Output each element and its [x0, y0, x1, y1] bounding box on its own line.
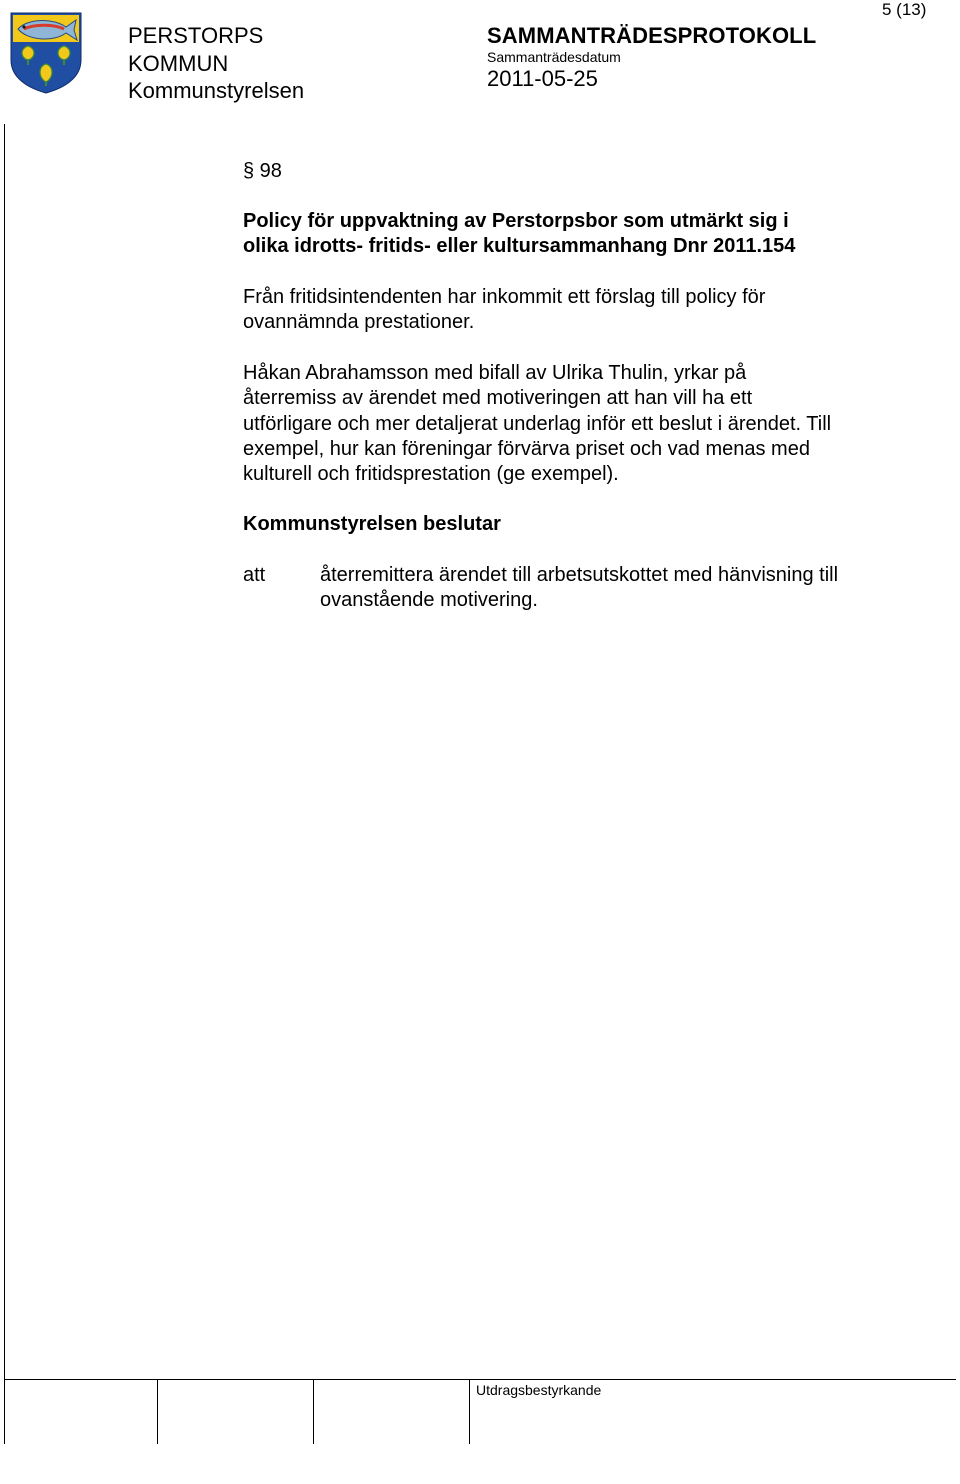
- signature-box-divider: [313, 1379, 314, 1444]
- paragraph-line: utförligare och mer detaljerat underlag inför ett beslut i ärendet. Till: [243, 412, 832, 435]
- decision-text: [320, 563, 940, 614]
- meeting-date-value: 2011-05-25: [487, 66, 598, 91]
- paragraph-line: återremiss av ärendet med motiveringen att han vill ha ett: [243, 387, 753, 410]
- footer-rule: [4, 1379, 956, 1380]
- paragraph-line: kulturell och fritidsprestation (ge exempel).: [243, 463, 619, 486]
- decision-heading: Kommunstyrelsen beslutar: [243, 513, 501, 535]
- organization-name-line-1: PERSTORPS: [128, 23, 264, 48]
- coat-of-arms-icon: [10, 12, 82, 94]
- decision-prefix: att: [243, 564, 266, 586]
- paragraph-line: Håkan Abrahamsson med bifall av Ulrika Thulin, yrkar på: [243, 362, 747, 384]
- organization-name-line-2: KOMMUN: [128, 51, 229, 76]
- paragraph-line: ovannämnda prestationer.: [243, 311, 475, 334]
- page-number: 5 (13): [882, 0, 927, 19]
- signature-box-divider: [469, 1379, 470, 1444]
- agenda-item-title: [243, 209, 943, 260]
- paragraph-line: exempel, hur kan föreningar förvärva priset och vad menas med: [243, 437, 810, 460]
- paragraph-line: Från fritidsintendenten har inkommit ett förslag till policy för: [243, 286, 766, 308]
- title-line: Policy för uppvaktning av Perstorpsbor som utmärkt sig i: [243, 210, 789, 232]
- section-number: § 98: [243, 160, 282, 182]
- decision-line: ovanstående motivering.: [320, 589, 538, 612]
- title-line: olika idrotts- fritids- eller kultursammanhang Dnr 2011.154: [243, 235, 796, 258]
- document-type-title: SAMMANTRÄDESPROTOKOLL: [487, 23, 817, 48]
- signature-box-divider: [157, 1379, 158, 1444]
- organization-body: Kommunstyrelsen: [128, 78, 305, 103]
- motion-paragraph: [243, 361, 943, 487]
- meeting-date-label: Sammanträdesdatum: [487, 49, 621, 65]
- certification-label: Utdragsbestyrkande: [476, 1382, 602, 1398]
- background-paragraph: [243, 285, 943, 336]
- decision-line: återremittera ärendet till arbetsutskottet med hänvisning till: [320, 564, 839, 586]
- left-margin-rule: [4, 124, 5, 1444]
